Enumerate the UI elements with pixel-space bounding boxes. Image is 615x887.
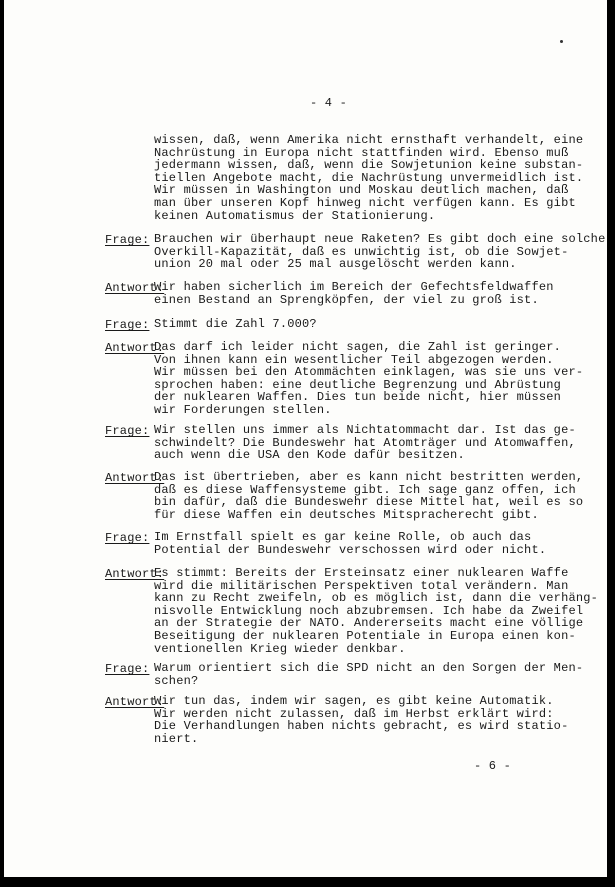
entry-text bbox=[154, 531, 546, 556]
entry-text bbox=[154, 281, 554, 306]
entry-line: für diese Waffen ein deutsches Mitspracherecht gibt. bbox=[154, 507, 539, 522]
entry-text bbox=[154, 233, 605, 271]
speaker-label: Antwort: bbox=[105, 471, 165, 485]
entry-line: Stimmt die Zahl 7.000? bbox=[154, 317, 317, 331]
intro-line: jedermann wissen, daß, wenn die Sowjetunion keine substan- bbox=[154, 158, 584, 173]
speaker-label: Frage: bbox=[105, 233, 150, 247]
entry-line: Das darf ich leider nicht sagen, die Zahl ist geringer. bbox=[154, 340, 562, 354]
speaker-label: Antwort: bbox=[105, 567, 165, 581]
speaker-label: Frage: bbox=[105, 531, 150, 545]
entry-line: union 20 mal oder 25 mal ausgelöscht werden kann. bbox=[154, 257, 517, 272]
speaker-label: Antwort: bbox=[105, 281, 165, 295]
entry-text bbox=[154, 662, 583, 687]
entry-line: Wir tun das, indem wir sagen, es gibt keine Automatik. bbox=[154, 694, 554, 708]
speaker-label: Frage: bbox=[105, 318, 150, 332]
intro-line: tiellen Angebote macht, die Nachrüstung unvermeidlich ist. bbox=[154, 170, 584, 185]
entry-line: ventionellen Krieg wieder denkbar. bbox=[154, 641, 406, 656]
entry-line: niert. bbox=[154, 731, 199, 746]
entry-line: schwindelt? Die Bundeswehr hat Atomträger und Atomwaffen, bbox=[154, 435, 576, 450]
entry-line: nisvolle Entwicklung noch abzubremsen. Ich habe da Zweifel bbox=[154, 603, 584, 618]
entry-text bbox=[154, 567, 598, 655]
entry-line: kann zu Recht zweifeln, ob es möglich ist, dann die verhäng- bbox=[154, 591, 599, 606]
entry-line: Von ihnen kann ein wesentlicher Teil abgezogen werden. bbox=[154, 352, 554, 367]
entry-line: Wir haben sicherlich im Bereich der Gefechtsfeldwaffen bbox=[154, 280, 554, 294]
entry-line: Die Verhandlungen haben nichts gebracht, es wird statio- bbox=[154, 719, 569, 734]
speaker-label: Antwort: bbox=[105, 341, 165, 355]
scan-border-right bbox=[607, 0, 615, 887]
entry-line: Brauchen wir überhaupt neue Raketen? Es gibt doch eine solche bbox=[154, 232, 606, 246]
entry-line: Das ist übertrieben, aber es kann nicht bestritten werden, bbox=[154, 470, 584, 484]
entry-line: Overkill-Kapazität, daß es unwichtig ist, ob die Sowjet- bbox=[154, 244, 569, 259]
entry-line: einen Bestand an Sprengköpfen, der viel zu groß ist. bbox=[154, 292, 539, 307]
intro-paragraph bbox=[154, 134, 583, 222]
entry-line: sprochen haben: eine deutliche Begrenzung und Abrüstung bbox=[154, 377, 562, 392]
intro-line: Nachrüstung in Europa nicht stattfinden wird. Ebenso muß bbox=[154, 145, 569, 160]
entry-line: Wir stellen uns immer als Nichtatommacht dar. Ist das ge- bbox=[154, 423, 576, 437]
entry-line: Es stimmt: Bereits der Ersteinsatz einer nuklearen Waffe bbox=[154, 566, 569, 580]
entry-line: wir Forderungen stellen. bbox=[154, 402, 332, 417]
entry-text bbox=[154, 318, 317, 331]
entry-line: daß es diese Waffensysteme gibt. Ich sage ganz offen, ich bbox=[154, 482, 576, 497]
speaker-label: Frage: bbox=[105, 662, 150, 676]
entry-text bbox=[154, 695, 568, 745]
entry-line: schen? bbox=[154, 673, 199, 688]
page-number-header: - 4 - bbox=[310, 96, 348, 110]
scan-speck bbox=[560, 40, 563, 43]
entry-text bbox=[154, 424, 576, 462]
entry-text bbox=[154, 471, 583, 521]
document-page bbox=[4, 0, 607, 877]
entry-line: wird die militärischen Perspektiven total verändern. Man bbox=[154, 578, 569, 593]
entry-line: der nuklearen Waffen. Dies tun beide nicht, hier müssen bbox=[154, 390, 562, 405]
intro-line: wissen, daß, wenn Amerika nicht ernsthaft verhandelt, eine bbox=[154, 133, 584, 147]
entry-line: an der Strategie der NATO. Andererseits macht eine völlige bbox=[154, 616, 584, 631]
speaker-label: Antwort: bbox=[105, 695, 165, 709]
page-number-footer: - 6 - bbox=[474, 759, 512, 773]
entry-line: Wir werden nicht zulassen, daß im Herbst erklärt wird: bbox=[154, 706, 554, 721]
entry-line: Wir müssen bei den Atommächten einklagen, was sie uns ver- bbox=[154, 365, 584, 380]
entry-text bbox=[154, 341, 583, 417]
intro-line: keinen Automatismus der Stationierung. bbox=[154, 208, 436, 223]
scan-border-bottom bbox=[0, 877, 615, 887]
entry-line: Beseitigung der nuklearen Potentiale in Europa einen kon- bbox=[154, 628, 576, 643]
entry-line: Potential der Bundeswehr verschossen wird oder nicht. bbox=[154, 542, 547, 557]
entry-line: Im Ernstfall spielt es gar keine Rolle, ob auch das bbox=[154, 530, 532, 544]
intro-line: man über unseren Kopf hinweg nicht verfügen kann. Es gibt bbox=[154, 195, 576, 210]
entry-line: Warum orientiert sich die SPD nicht an den Sorgen der Men- bbox=[154, 661, 584, 675]
entry-line: bin dafür, daß die Bundeswehr diese Mittel hat, weil es so bbox=[154, 495, 584, 510]
speaker-label: Frage: bbox=[105, 424, 150, 438]
intro-line: Wir müssen in Washington und Moskau deutlich machen, daß bbox=[154, 183, 569, 198]
entry-line: auch wenn die USA den Kode dafür besitzen. bbox=[154, 448, 465, 463]
